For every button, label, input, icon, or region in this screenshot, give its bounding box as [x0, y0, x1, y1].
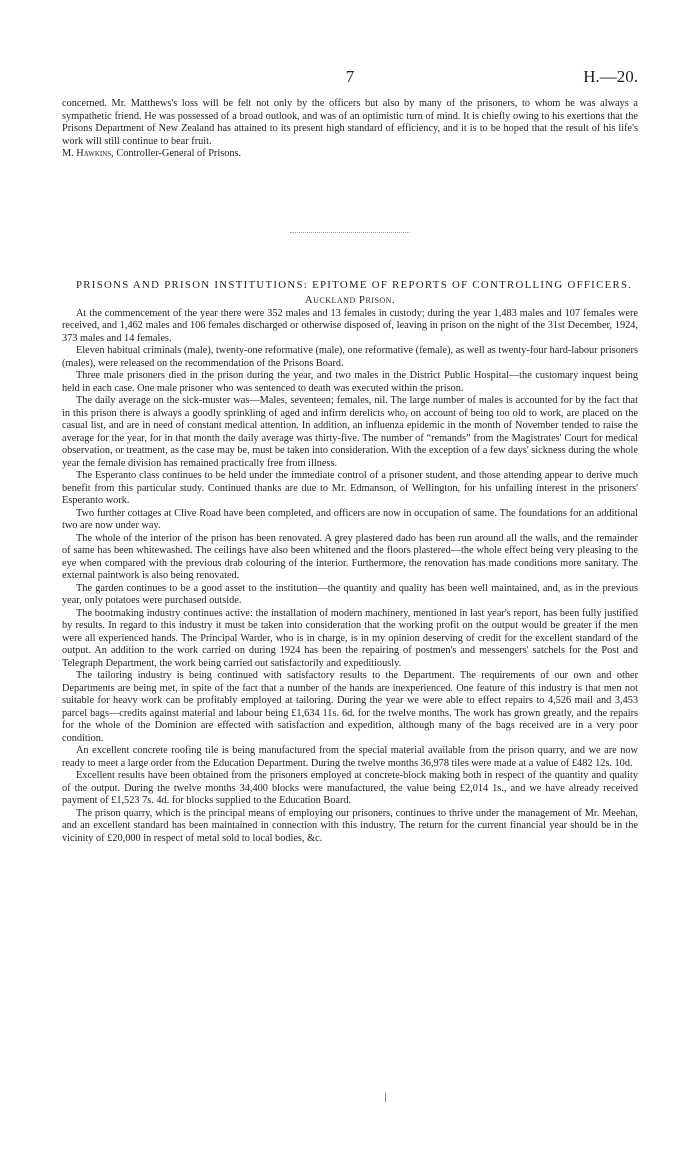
- body-paragraph: Eleven habitual criminals (male), twenty-one reformative (male), one reformative (female), as well as twenty-four hard-labour prisoners (males), were released on the recommendation of the Prisons Board.: [62, 345, 638, 369]
- section-divider: [290, 232, 410, 233]
- body-paragraph: Three male prisoners died in the prison during the year, and two males in the District Public Hospital—the customary inquest being held in each case. One male prisoner who was sentenced to death was executed within the prison.: [62, 370, 638, 394]
- section-title: PRISONS AND PRISON INSTITUTIONS: EPITOME OF REPORTS OF CONTROLLING OFFICERS.: [76, 279, 633, 291]
- body-paragraph: The whole of the interior of the prison has been renovated. A grey plastered dado has been run around all the walls, and the remainder of same has been whitewashed. The ceilings have also been whitened and the floors plastered—the whole effect being very pleasing to the eye when compared with the previous drab colouring of the interior. Furthermore, the renovation has made conditions more sanitary. The external paintwork is also being renovated.: [62, 532, 638, 581]
- body-paragraph: The garden continues to be a good asset to the institution—the quantity and quality has been well maintained, and, as in the previous year, only potatoes were purchased outside.: [62, 582, 638, 606]
- page-number: 7: [345, 67, 355, 86]
- report-section: [62, 278, 638, 845]
- body-paragraph: Excellent results have been obtained from the prisoners employed at concrete-block making both in respect of the quantity and quality of the output. During the twelve months 34,400 blocks were manufactured, the value being £2,014 1s., and we have already received payment of £1,523 7s. 4d. for blocks supplied to the Education Board.: [62, 770, 638, 806]
- body-paragraph: An excellent concrete roofing tile is being manufactured from the special material available from the prison quarry, and we are now ready to meet a large order from the Education Department. During the twelve months 36,978 tiles were made at a value of £482 12s. 10d.: [62, 745, 638, 769]
- body-paragraph: Two further cottages at Clive Road have been completed, and officers are now in occupation of same. The foundations for an additional two are now under way.: [62, 507, 638, 531]
- body-paragraph: The bootmaking industry continues active: the installation of modern machinery, mentioned in last year's report, has been fully justified by results. In regard to this industry it must be taken into consideration that the working profit on the output would be greater if the men were all experienced hands. The Principal Warder, who is in charge, is in my opinion deserving of credit for the excellent standard of the output. An addition to the work carried on during 1924 has been the repairing of postmen's and messengers' satchels for the Post and Telegraph Department, the work being carried out satisfactorily and expeditiously.: [62, 607, 638, 669]
- section-subtitle: Auckland Prison.: [304, 294, 396, 306]
- page-fold-mark: [385, 1093, 386, 1102]
- document-reference: H.—20.: [583, 67, 638, 86]
- page-header: [62, 66, 638, 88]
- body-paragraph: The tailoring industry is being continued with satisfactory results to the Department. The requirements of our own and other Departments are being met, in spite of the fact that a number of the hands are inexperienced. One feature of this industry is that men not suitable for heavy work can be profitably employed at tailoring. During the year we were able to effect repairs to 4,526 mail and 3,453 parcel bags—credits against material and labour being £1,634 11s. 6d. for the twelve months. The work has grown greatly, and the repairs for the whole of the Dominion are effected with satisfaction and expedition, although many of the bags received are in a very poor condition.: [62, 670, 638, 744]
- signature-title: Controller-General of Prisons.: [116, 148, 242, 159]
- body-paragraph: The prison quarry, which is the principal means of employing our prisoners, continues to thrive under the management of Mr. Meehan, and an excellent standard has been maintained in connection with this industry. The return for the current financial year should be in the vicinity of £20,000 in respect of metal sold to local bodies, &c.: [62, 807, 638, 844]
- body-paragraph: The daily average on the sick-muster was—Males, seventeen; females, nil. The large number of males is accounted for by the fact that in this prison there is always a goodly sprinkling of aged and infirm derelicts who, on account of being too old to work, are placed on the casual list, and are in need of constant medical attention. In addition, an influenza epidemic in the month of November tended to raise the average for the year, for in that month the daily average was thirty-five. The number of “remands” from the Magistrates' Court for medical observation, or treatment, as the case may be, must be taken into consideration. With the exception of a few days' sickness during the whole year the female division has remained practically free from illness.: [62, 395, 638, 469]
- body-paragraph: At the commencement of the year there were 352 males and 13 females in custody; during the year 1,483 males and 107 females were received, and 1,462 males and 106 females discharged or otherwise disposed of, leaving in prison on the night of the 31st December, 1924, 373 males and 14 females.: [62, 307, 638, 344]
- signature-line: [62, 148, 638, 161]
- body-paragraph: The Esperanto class continues to be held under the immediate control of a prisoner student, and those attending appear to derive much benefit from this particular study. Continued thanks are due to Mr. Edmanson, of Wellington, for his unfailing interest in the prisoners' Esperanto work.: [62, 470, 638, 506]
- signature-name: M. Hawkins,: [62, 148, 114, 159]
- intro-block: [62, 98, 638, 161]
- intro-paragraph: concerned. Mr. Matthews's loss will be felt not only by the officers but also by many of the prisoners, to whom he was always a sympathetic friend. He was possessed of a broad outlook, and was of an optimistic turn of mind. It is chiefly owing to his exertions that the Prisons Department of New Zealand has attained to its present high standard of efficiency, and it is to be hoped that the result of his life's work will still continue to bear fruit.: [62, 98, 638, 147]
